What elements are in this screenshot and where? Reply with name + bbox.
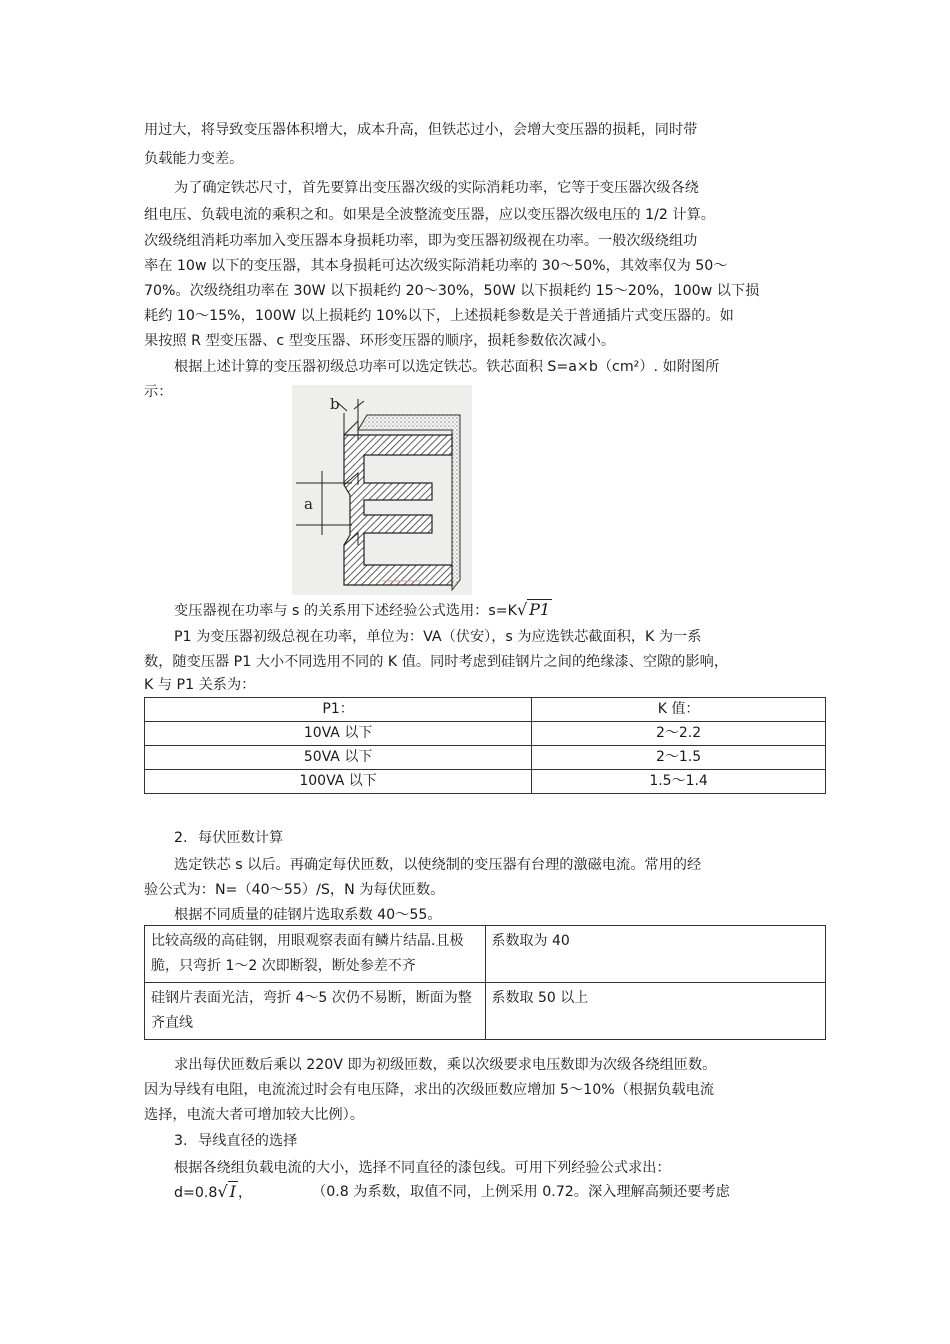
sqrt-radicand: P1 bbox=[529, 600, 551, 619]
paragraph-line: 示： bbox=[144, 384, 173, 400]
sqrt-symbol: √ bbox=[516, 600, 528, 619]
paragraph-line: 根据上述计算的变压器初级总功率可以选定铁芯。铁芯面积 S=a×b（cm²）. 如附图所 bbox=[174, 359, 720, 375]
table-cell: 50VA 以下 bbox=[145, 746, 532, 770]
paragraph-line: K 与 P1 关系为： bbox=[144, 677, 256, 693]
paragraph-line: 负载能力变差。 bbox=[144, 151, 244, 167]
formula-text: 变压器视在功率与 s 的关系用下述经验公式选用：s=K bbox=[174, 603, 517, 619]
table-cell: 系数取 50 以上 bbox=[485, 983, 826, 1040]
table-cell: 2～2.2 bbox=[532, 722, 826, 746]
paragraph-line: 率在 10w 以下的变压器，其本身损耗可达次级实际消耗功率的 30～50%，其效率仅为 50～ bbox=[144, 258, 728, 274]
table-cell: 2～1.5 bbox=[532, 746, 826, 770]
section-number: 2. bbox=[174, 830, 188, 846]
paragraph-line: 验公式为：N=（40～55）/S，N 为每伏匝数。 bbox=[144, 882, 445, 898]
core-diagram bbox=[292, 385, 472, 595]
paragraph-line: 因为导线有电阻，电流流过时会有电压降，求出的次级匝数应增加 5～10%（根据负载电流 bbox=[144, 1082, 715, 1098]
sqrt-radicand: I bbox=[229, 1182, 236, 1201]
formula-line bbox=[174, 1182, 252, 1203]
k-value-table bbox=[144, 697, 826, 794]
table-cell: 1.5～1.4 bbox=[532, 770, 826, 794]
table-row bbox=[145, 722, 826, 746]
formula-note: （0.8 为系数，取值不同，上例采用 0.72。深入理解高频还要考虑 bbox=[312, 1184, 730, 1200]
paragraph-line: 组电压、负载电流的乘积之和。如果是全波整流变压器，应以变压器次级电压的 1/2 计算。 bbox=[144, 207, 715, 223]
table-cell: 10VA 以下 bbox=[145, 722, 532, 746]
table-header-row bbox=[145, 698, 826, 722]
paragraph-line: 根据不同质量的硅钢片选取系数 40～55。 bbox=[174, 907, 442, 923]
paragraph-line: 耗约 10～15%，100W 以上损耗约 10%以下，上述损耗参数是关于普通插片式变压器的。如 bbox=[144, 308, 734, 324]
paragraph-line: 数，随变压器 P1 大小不同选用不同的 K 值。同时考虑到硅钢片之间的绝缘漆、空隙的影响， bbox=[144, 654, 729, 670]
paragraph-line: 选定铁芯 s 以后。再确定每伏匝数，以使绕制的变压器有台理的激磁电流。常用的经 bbox=[174, 857, 702, 873]
paragraph-line: 70%。次级绕组功率在 30W 以下损耗约 20～30%，50W 以下损耗约 15～20%，100w 以下损 bbox=[144, 283, 760, 299]
paragraph-line: 果按照 R 型变压器、c 型变压器、环形变压器的顺序，损耗参数依次减小。 bbox=[144, 333, 616, 349]
section-number: 3. bbox=[174, 1133, 188, 1149]
formula-prefix: d=0.8 bbox=[174, 1185, 218, 1201]
section-heading-3 bbox=[174, 1131, 297, 1151]
coefficient-table bbox=[144, 925, 826, 1040]
paragraph-line: 为了确定铁芯尺寸，首先要算出变压器次级的实际消耗功率，它等于变压器次级各绕 bbox=[174, 180, 699, 196]
table-cell: 硅钢片表面光洁，弯折 4～5 次仍不易断，断面为整齐直线 bbox=[145, 983, 486, 1040]
table-cell: 比较高级的高硅钢，用眼观察表面有鳞片结晶.且极脆，只弯折 1～2 次即断裂，断处参差不齐 bbox=[145, 926, 486, 983]
section-heading-2 bbox=[174, 828, 283, 848]
section-title: 每伏匝数计算 bbox=[198, 830, 284, 846]
paragraph-line: 次级绕组消耗功率加入变压器本身损耗功率，即为变压器初级视在功率。一般次级绕组功 bbox=[144, 233, 698, 249]
paragraph-line: P1 为变压器初级总视在功率，单位为：VA（伏安），s 为应选铁芯截面积，K 为一系 bbox=[174, 629, 702, 645]
table-row bbox=[145, 926, 826, 983]
label-a: a bbox=[304, 495, 313, 513]
table-cell: 系数取为 40 bbox=[485, 926, 826, 983]
table-row bbox=[145, 770, 826, 794]
paragraph-line: 选择，电流大者可增加较大比例）。 bbox=[144, 1107, 364, 1123]
paragraph-line: 根据各绕组负载电流的大小，选择不同直径的漆包线。可用下列经验公式求出： bbox=[174, 1160, 671, 1176]
formula-line bbox=[174, 600, 552, 621]
table-row bbox=[145, 983, 826, 1040]
table-header-cell: K 值： bbox=[532, 698, 826, 722]
paragraph-line: 用过大，将导致变压器体积增大，成本升高，但铁芯过小，会增大变压器的损耗，同时带 bbox=[144, 122, 698, 138]
table-cell: 100VA 以下 bbox=[145, 770, 532, 794]
section-title: 导线直径的选择 bbox=[198, 1133, 298, 1149]
paragraph-line: 求出每伏匝数后乘以 220V 即为初级匝数，乘以次级要求电压数即为次级各绕组匝数。 bbox=[174, 1057, 717, 1073]
table-header-cell: P1： bbox=[145, 698, 532, 722]
sqrt-symbol: √ bbox=[217, 1182, 228, 1201]
formula-suffix: ， bbox=[238, 1185, 253, 1201]
table-row bbox=[145, 746, 826, 770]
label-b: b bbox=[330, 395, 340, 413]
